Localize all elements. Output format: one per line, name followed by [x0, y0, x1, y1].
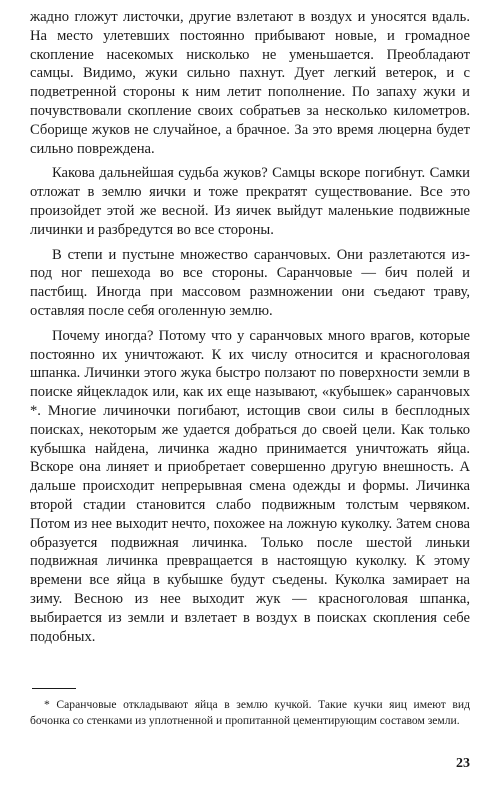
- footnote-divider: [32, 688, 76, 689]
- paragraph-2: Какова дальнейшая судьба жуков? Самцы вскоре погибнут. Самки отложат в землю яички и тоже прекратят существование. Все это произойдет этой же весной. Из яичек выйдут маленькие подвижные личинки и разбредутся во все стороны.: [30, 165, 470, 238]
- paragraph-4: Почему иногда? Потому что у саранчовых много врагов, которые постоянно их уничтожают. К их числу относится и красноголовая шпанка. Личинки этого жука быстро ползают по поверхности земли в поиске яйцекладок или, как их еще называют, «кубышек» саранчовых *. Многие личиночки погибают, истощив свои силы в бесплодных поисках, некоторым же удается добраться до своей цели. Как только кубышка найдена, личинка жадно принимается уничтожать яйца. Вскоре она линяет и приобретает совершенно другую внешность. А дальше происходит непрерывная смена одежды и формы. Личинка второй стадии становится слабо подвижным толстым червяком. Потом из нее выходит нечто, похожее на ложную куколку. Затем снова образуется подвижная личинка. Только после шестой линьки подвижная личинка превращается в настоящую куколку. К этому времени все яйца в кубышке будут съедены. Куколка замирает на зиму. Весною из нее выходит жук — красноголовая шпанка, выбирается из земли и взлетает в воздух в поисках скопления себе подобных.: [30, 327, 470, 645]
- footnote: * Саранчовые откладывают яйца в землю кучкой. Такие кучки яиц имеют вид бочонка со стенками из уплотненной и пропитанной цементирующим составом земли.: [30, 698, 470, 727]
- page-body: [30, 8, 470, 652]
- paragraph-1: жадно гложут листочки, другие взлетают в воздух и уносятся вдаль. На место улетевших постоянно прибывают новые, и громадное скопление насекомых нисколько не уменьшается. Преобладают самцы. Видимо, жуки сильно пахнут. Дует легкий ветерок, и с подветренной стороны к ним летит пополнение. По запаху жуки и почувствовали скопление своих собратьев за несколько километров. Сборище жуков не случайное, а брачное. За это время люцерна будет сильно повреждена.: [30, 9, 470, 157]
- page-number: 23: [456, 756, 470, 771]
- paragraph-3: В степи и пустыне множество саранчовых. Они разлетаются из-под ног пешехода во все стороны. Саранчовые — бич полей и пастбищ. Иногда при массовом размножении они съедают траву, оставляя после себя оголенную землю.: [30, 246, 470, 319]
